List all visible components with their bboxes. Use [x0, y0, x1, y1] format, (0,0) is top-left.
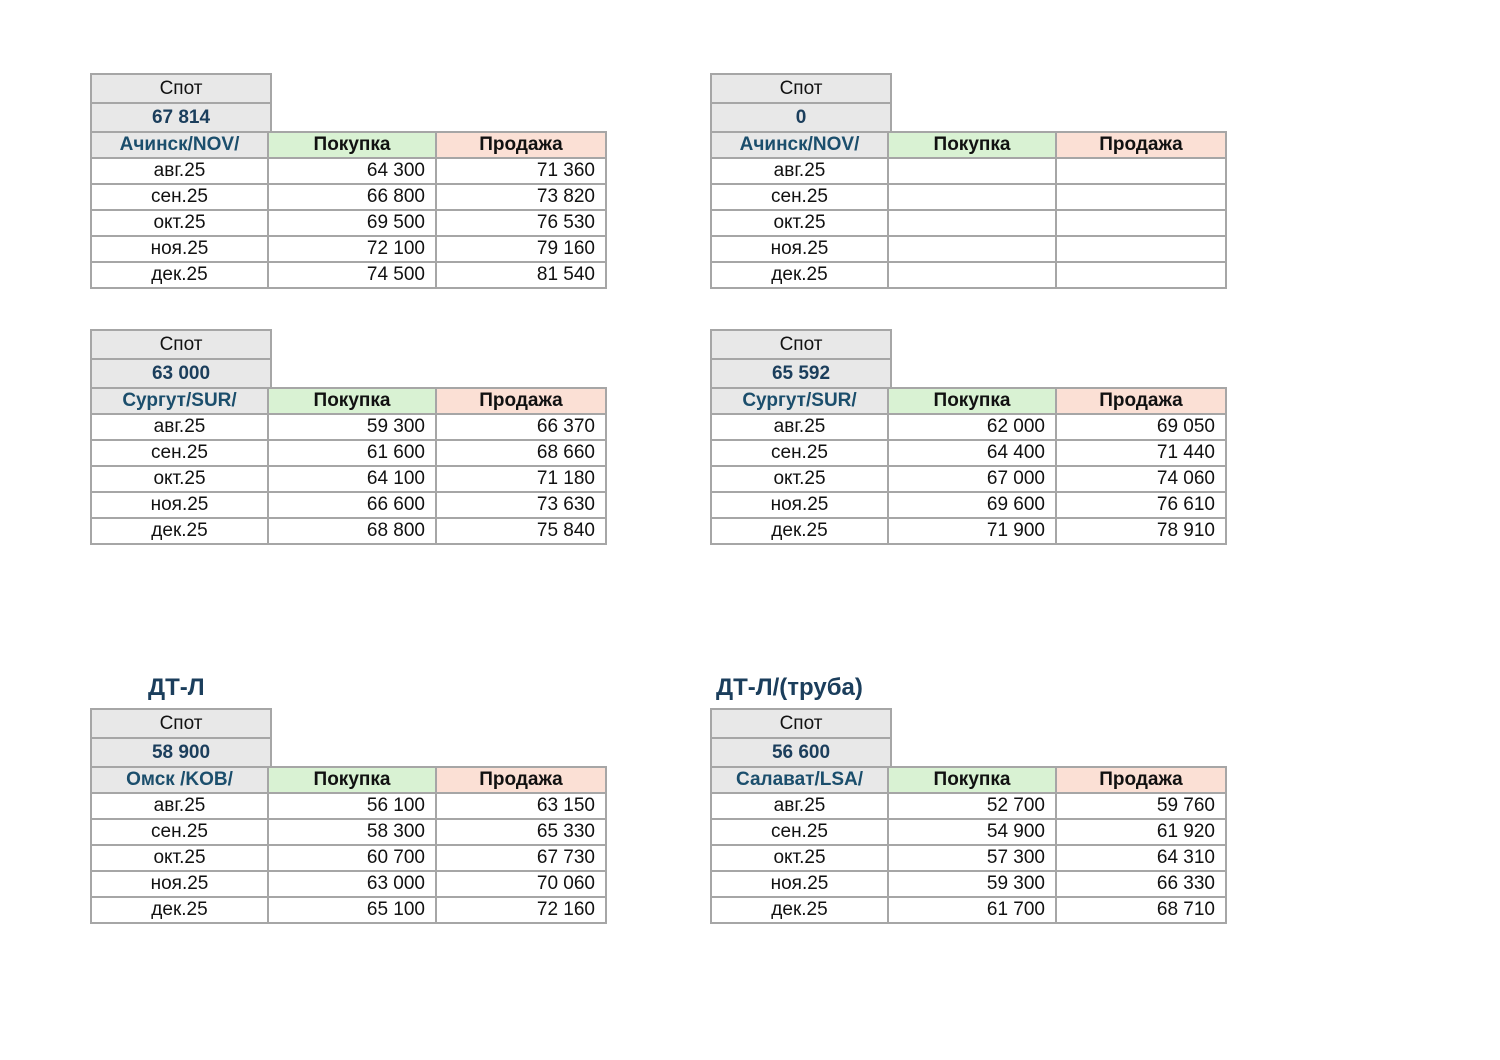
sell-header: Продажа: [1056, 132, 1226, 158]
table-header-row: [91, 388, 606, 414]
buy-header: Покупка: [888, 132, 1056, 158]
buy-cell: 54 900: [888, 819, 1056, 845]
table-row: [91, 819, 606, 845]
sell-cell: [1056, 184, 1226, 210]
month-cell: авг.25: [711, 158, 888, 184]
table-row: [91, 518, 606, 544]
month-cell: сен.25: [91, 440, 268, 466]
sell-cell: 67 730: [436, 845, 606, 871]
month-cell: окт.25: [91, 466, 268, 492]
sell-cell: 81 540: [436, 262, 606, 288]
sell-cell: 66 370: [436, 414, 606, 440]
month-cell: сен.25: [91, 819, 268, 845]
sell-cell: 79 160: [436, 236, 606, 262]
buy-cell: [888, 236, 1056, 262]
price-block-surgut-left: [90, 329, 605, 545]
price-block-achinsk-right: [710, 73, 1225, 289]
table-row: [91, 236, 606, 262]
table-row: [91, 210, 606, 236]
month-cell: ноя.25: [711, 871, 888, 897]
sell-cell: 65 330: [436, 819, 606, 845]
price-block-surgut-right: [710, 329, 1225, 545]
buy-cell: 66 800: [268, 184, 436, 210]
month-cell: ноя.25: [91, 236, 268, 262]
sell-cell: 69 050: [1056, 414, 1226, 440]
location-header: Омск /KOB/: [91, 767, 268, 793]
spot-value: 63 000: [92, 360, 270, 387]
buy-cell: 58 300: [268, 819, 436, 845]
buy-cell: 65 100: [268, 897, 436, 923]
table-row: [711, 184, 1226, 210]
table-row: [91, 466, 606, 492]
spot-box: [710, 329, 892, 387]
table-row: [711, 897, 1226, 923]
sell-cell: 72 160: [436, 897, 606, 923]
buy-cell: 57 300: [888, 845, 1056, 871]
table-row: [91, 440, 606, 466]
table-row: [711, 518, 1226, 544]
month-cell: ноя.25: [91, 871, 268, 897]
month-cell: окт.25: [91, 845, 268, 871]
spot-label: Спот: [92, 75, 270, 104]
spot-box: [90, 708, 272, 766]
sell-cell: 64 310: [1056, 845, 1226, 871]
buy-cell: 64 300: [268, 158, 436, 184]
table-header-row: [711, 132, 1226, 158]
price-block-salavat: [710, 674, 1225, 924]
table-row: [711, 492, 1226, 518]
location-header: Сургут/SUR/: [91, 388, 268, 414]
buy-cell: [888, 184, 1056, 210]
table-row: [91, 184, 606, 210]
location-header: Ачинск/NOV/: [91, 132, 268, 158]
table-row: [91, 897, 606, 923]
table-row: [711, 845, 1226, 871]
buy-cell: [888, 210, 1056, 236]
spot-box: [90, 329, 272, 387]
month-cell: ноя.25: [711, 492, 888, 518]
month-cell: ноя.25: [711, 236, 888, 262]
spot-label: Спот: [712, 710, 890, 739]
buy-cell: 64 100: [268, 466, 436, 492]
table-row: [711, 793, 1226, 819]
spot-label: Спот: [712, 331, 890, 360]
sell-cell: 61 920: [1056, 819, 1226, 845]
spot-label: Спот: [92, 331, 270, 360]
spot-value: 67 814: [92, 104, 270, 131]
sell-cell: 63 150: [436, 793, 606, 819]
month-cell: дек.25: [91, 897, 268, 923]
table-header-row: [711, 767, 1226, 793]
month-cell: окт.25: [711, 845, 888, 871]
sell-cell: 59 760: [1056, 793, 1226, 819]
buy-header: Покупка: [888, 388, 1056, 414]
price-table: [90, 131, 607, 289]
month-cell: сен.25: [711, 184, 888, 210]
table-row: [711, 819, 1226, 845]
spot-value: 0: [712, 104, 890, 131]
buy-cell: 71 900: [888, 518, 1056, 544]
buy-cell: 60 700: [268, 845, 436, 871]
sell-header: Продажа: [1056, 767, 1226, 793]
sell-cell: 78 910: [1056, 518, 1226, 544]
sell-cell: [1056, 158, 1226, 184]
table-row: [711, 466, 1226, 492]
table-row: [711, 262, 1226, 288]
month-cell: окт.25: [711, 466, 888, 492]
sell-cell: 70 060: [436, 871, 606, 897]
spot-box: [90, 73, 272, 131]
buy-cell: 59 300: [888, 871, 1056, 897]
buy-header: Покупка: [268, 767, 436, 793]
sell-cell: 66 330: [1056, 871, 1226, 897]
buy-header: Покупка: [268, 132, 436, 158]
price-table: [90, 766, 607, 924]
sell-cell: 73 630: [436, 492, 606, 518]
section-title: ДТ-Л: [148, 674, 205, 701]
buy-cell: 64 400: [888, 440, 1056, 466]
sell-cell: [1056, 210, 1226, 236]
price-table: [710, 766, 1227, 924]
location-header: Салават/LSA/: [711, 767, 888, 793]
month-cell: авг.25: [91, 793, 268, 819]
price-table: [710, 387, 1227, 545]
price-block-omsk: [90, 674, 605, 924]
buy-cell: 59 300: [268, 414, 436, 440]
location-header: Сургут/SUR/: [711, 388, 888, 414]
sell-cell: 76 610: [1056, 492, 1226, 518]
table-row: [91, 492, 606, 518]
sell-header: Продажа: [436, 767, 606, 793]
table-header-row: [91, 132, 606, 158]
section-title: ДТ-Л/(труба): [716, 674, 863, 701]
spot-label: Спот: [712, 75, 890, 104]
sell-cell: 71 180: [436, 466, 606, 492]
table-row: [711, 210, 1226, 236]
month-cell: авг.25: [91, 414, 268, 440]
sell-header: Продажа: [436, 388, 606, 414]
sell-header: Продажа: [1056, 388, 1226, 414]
table-row: [91, 845, 606, 871]
month-cell: авг.25: [711, 414, 888, 440]
spot-label: Спот: [92, 710, 270, 739]
buy-header: Покупка: [888, 767, 1056, 793]
price-block-achinsk-left: [90, 73, 605, 289]
buy-cell: 52 700: [888, 793, 1056, 819]
price-table: [90, 387, 607, 545]
table-row: [91, 158, 606, 184]
sell-cell: [1056, 262, 1226, 288]
spot-value: 58 900: [92, 739, 270, 766]
sell-cell: 73 820: [436, 184, 606, 210]
table-row: [711, 871, 1226, 897]
buy-cell: 68 800: [268, 518, 436, 544]
spot-value: 65 592: [712, 360, 890, 387]
table-row: [91, 262, 606, 288]
table-row: [711, 440, 1226, 466]
month-cell: авг.25: [91, 158, 268, 184]
sell-cell: 68 660: [436, 440, 606, 466]
table-header-row: [711, 388, 1226, 414]
table-row: [711, 158, 1226, 184]
table-row: [711, 414, 1226, 440]
sell-cell: 71 440: [1056, 440, 1226, 466]
table-row: [711, 236, 1226, 262]
buy-header: Покупка: [268, 388, 436, 414]
table-row: [91, 871, 606, 897]
buy-cell: 67 000: [888, 466, 1056, 492]
location-header: Ачинск/NOV/: [711, 132, 888, 158]
buy-cell: 62 000: [888, 414, 1056, 440]
table-row: [91, 793, 606, 819]
buy-cell: 56 100: [268, 793, 436, 819]
price-table: [710, 131, 1227, 289]
buy-cell: 69 500: [268, 210, 436, 236]
spot-box: [710, 73, 892, 131]
sell-cell: 71 360: [436, 158, 606, 184]
buy-cell: 61 600: [268, 440, 436, 466]
month-cell: ноя.25: [91, 492, 268, 518]
sell-cell: 75 840: [436, 518, 606, 544]
buy-cell: 61 700: [888, 897, 1056, 923]
month-cell: сен.25: [711, 440, 888, 466]
buy-cell: [888, 262, 1056, 288]
month-cell: дек.25: [711, 518, 888, 544]
sell-cell: 76 530: [436, 210, 606, 236]
buy-cell: 72 100: [268, 236, 436, 262]
sell-header: Продажа: [436, 132, 606, 158]
month-cell: дек.25: [91, 262, 268, 288]
table-row: [91, 414, 606, 440]
buy-cell: 66 600: [268, 492, 436, 518]
sell-cell: 68 710: [1056, 897, 1226, 923]
buy-cell: [888, 158, 1056, 184]
sell-cell: 74 060: [1056, 466, 1226, 492]
month-cell: авг.25: [711, 793, 888, 819]
month-cell: окт.25: [711, 210, 888, 236]
buy-cell: 69 600: [888, 492, 1056, 518]
month-cell: окт.25: [91, 210, 268, 236]
month-cell: дек.25: [711, 262, 888, 288]
spot-value: 56 600: [712, 739, 890, 766]
spot-box: [710, 708, 892, 766]
month-cell: дек.25: [91, 518, 268, 544]
month-cell: сен.25: [711, 819, 888, 845]
month-cell: сен.25: [91, 184, 268, 210]
buy-cell: 74 500: [268, 262, 436, 288]
sell-cell: [1056, 236, 1226, 262]
month-cell: дек.25: [711, 897, 888, 923]
table-header-row: [91, 767, 606, 793]
buy-cell: 63 000: [268, 871, 436, 897]
